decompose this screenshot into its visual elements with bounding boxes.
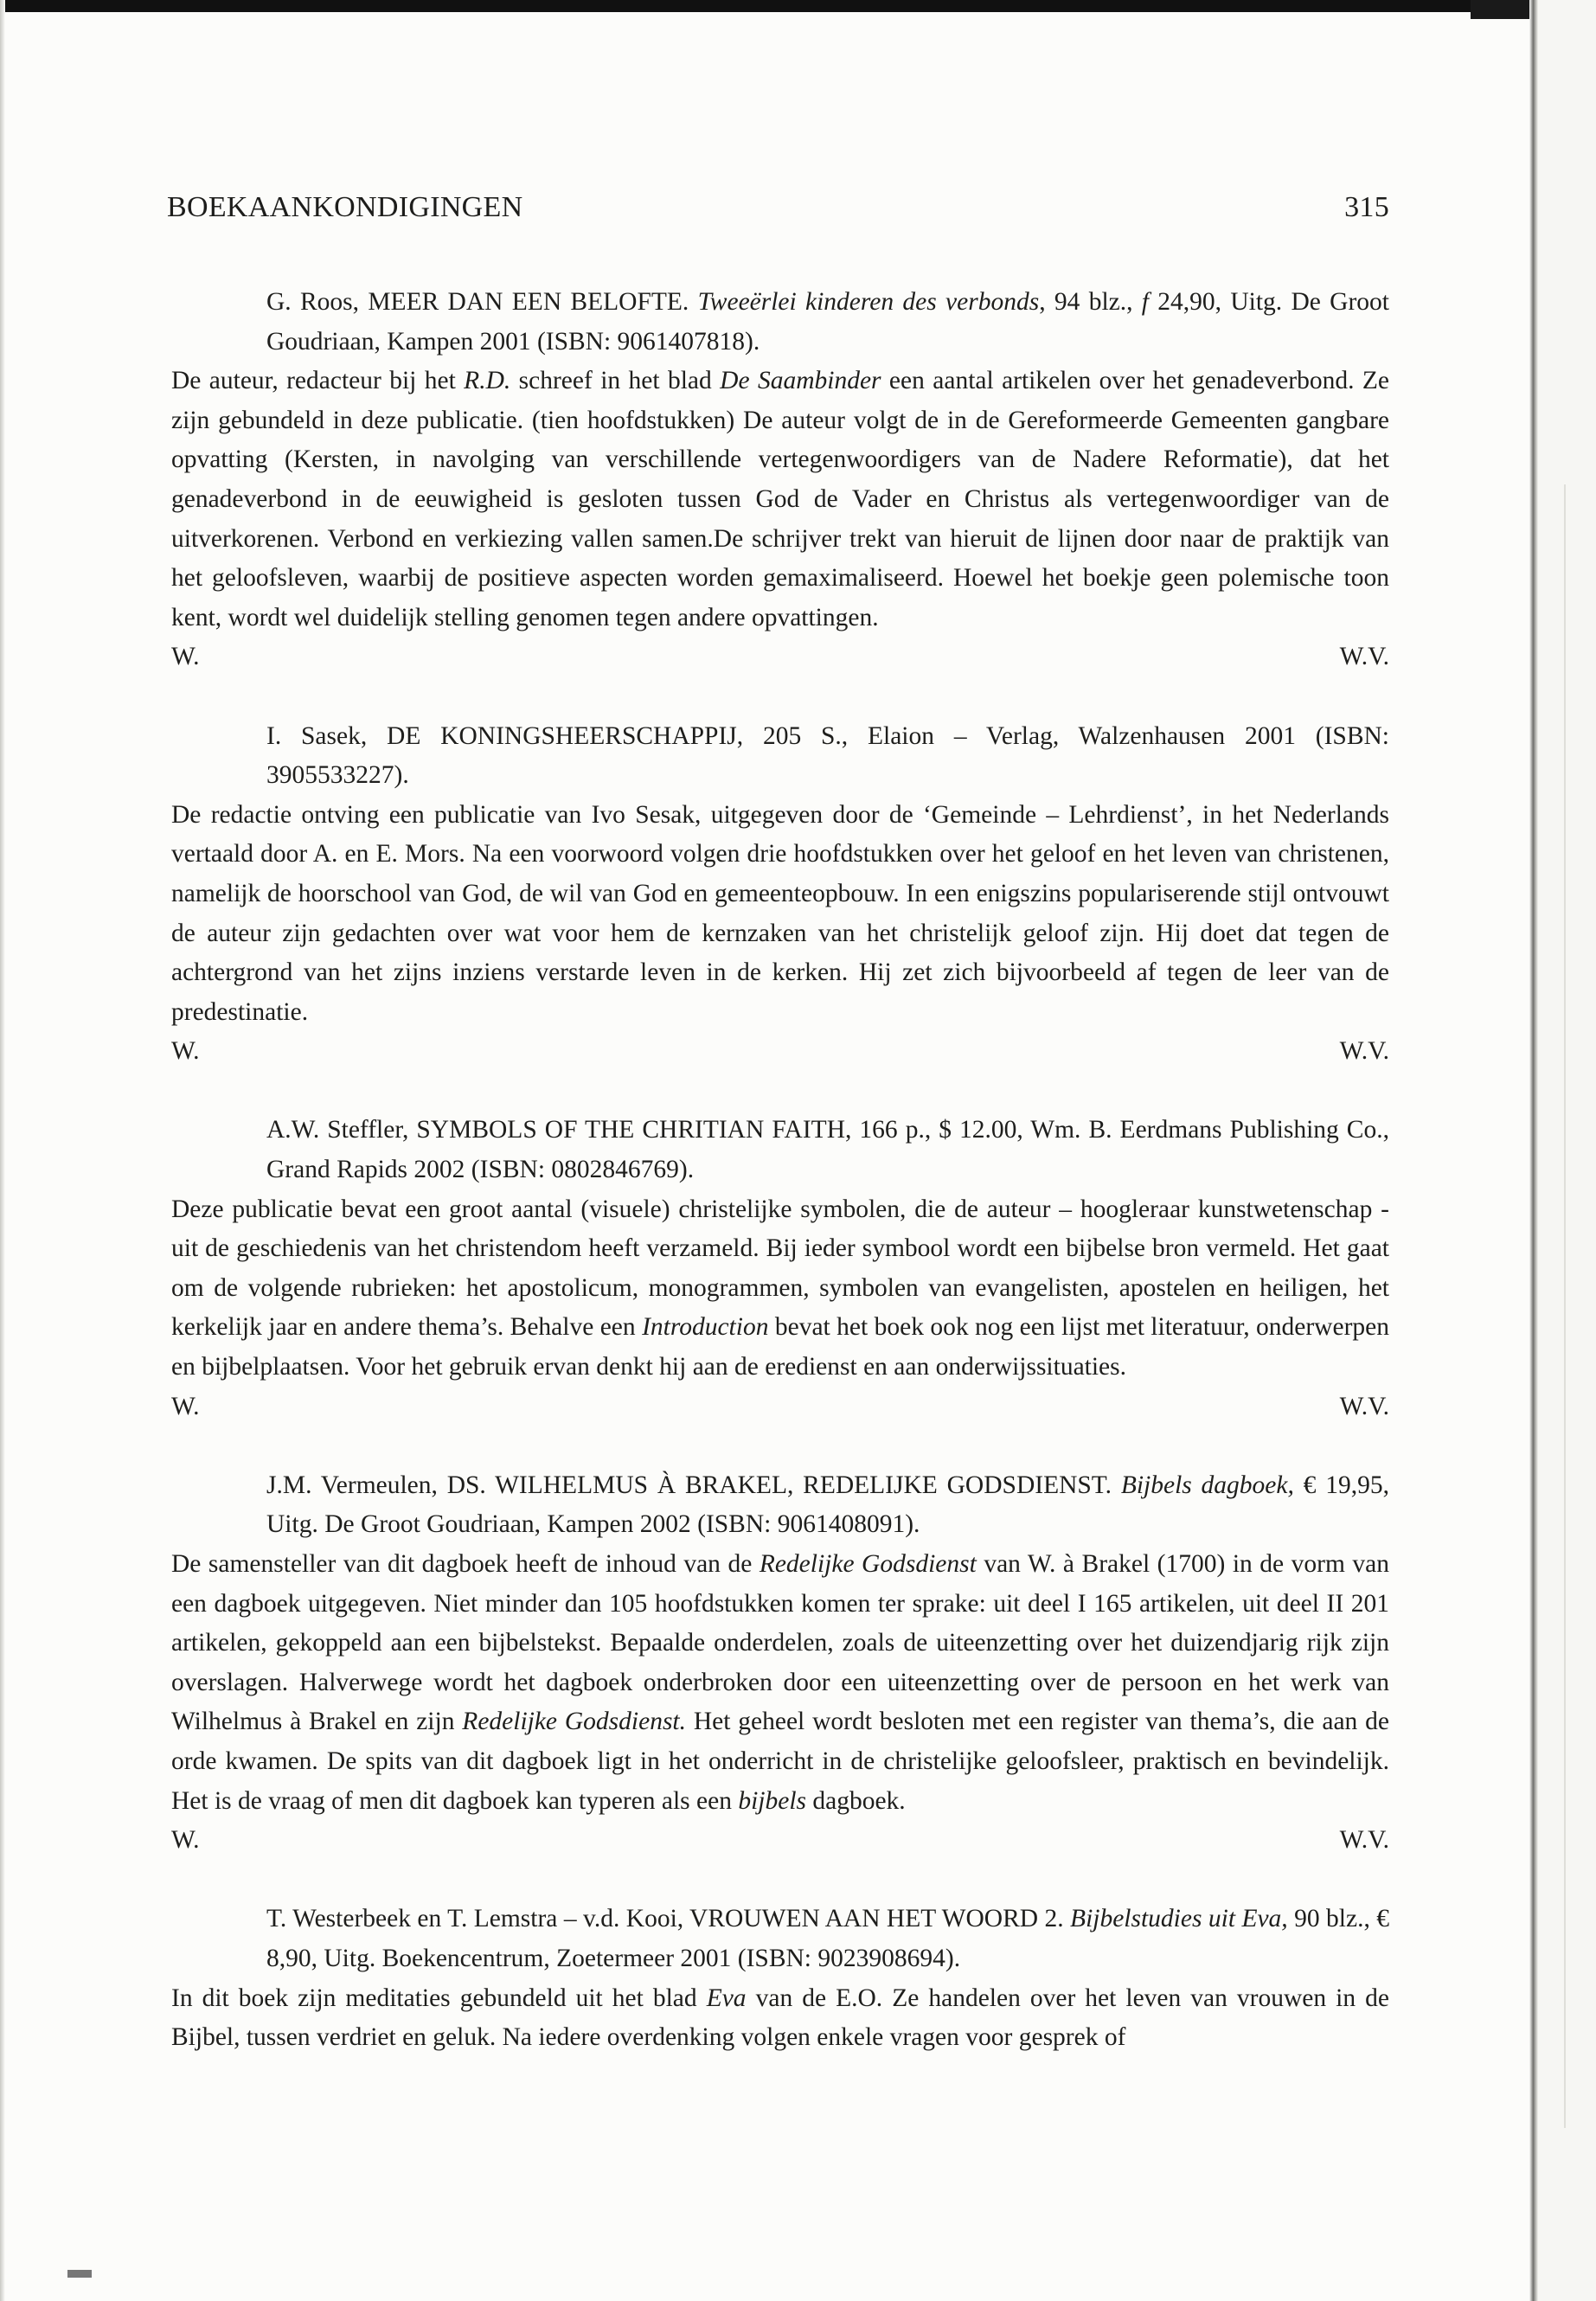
signature-right: W.V. bbox=[1339, 1037, 1389, 1066]
summary-segment: van W. à Brakel (1700) in de vorm van een dagboek uitgegeven. Niet minder dan 105 hoofdstukken komen ter sprake: uit deel I 165 artikelen, uit deel II 201 artikelen, gekoppeld aan een bijbelstekst. Bepaalde onderdelen, zoals de uiteenzetting over het duizendjarig rijk zijn overslagen. Halverwege wordt het dagboek onderbroken door een uiteenzetting over de persoon en het werk van Wilhelmus à Brakel en zijn bbox=[171, 1550, 1390, 1736]
review-entry bbox=[171, 283, 1389, 677]
review-summary bbox=[171, 1190, 1389, 1388]
citation-segment-italic: Bijbelstudies uit Eva, bbox=[1070, 1905, 1288, 1933]
summary-segment: schreef in het blad bbox=[510, 367, 721, 395]
review-signature bbox=[171, 1388, 1389, 1427]
review-citation bbox=[171, 1111, 1389, 1189]
review-summary bbox=[171, 1979, 1389, 2058]
review-signature bbox=[171, 638, 1389, 677]
summary-segment: Deze publicatie bevat een groot aantal (visuele) christelijke symbolen, die de auteur – hoogleraar kunstwetenschap - uit de geschiedenis van het christendom heeft verzameld. Bij ieder symbool wordt een bijbelse bron vermeld. Het gaat om de volgende rubrieken: het apostolicum, monogrammen, symbolen van evangelisten, apostelen en heiligen, het kerkelijk jaar en andere thema’s. Behalve een bbox=[171, 1195, 1389, 1342]
scan-binding-line bbox=[1564, 484, 1566, 2128]
citation-segment: 90 blz., € 8,90, Uitg. Boekencentrum, Zoetermeer 2001 (ISBN: 9023908694). bbox=[266, 1905, 1390, 1972]
review-summary bbox=[171, 362, 1389, 638]
review-signature bbox=[171, 1821, 1389, 1861]
signature-left: W. bbox=[171, 1826, 200, 1855]
running-head-title: BOEKAANKONDIGINGEN bbox=[167, 191, 523, 223]
citation-segment-italic: Tweeërlei kinderen des verbonds bbox=[697, 288, 1040, 316]
summary-segment: In dit boek zijn meditaties gebundeld uit het blad bbox=[171, 1984, 707, 2012]
citation-segment: J.M. Vermeulen, DS. WILHELMUS À BRAKEL, REDELIJKE GODSDIENST. bbox=[266, 1471, 1121, 1499]
summary-segment: bevat het boek ook nog een lijst met literatuur, onderwerpen en bijbelplaatsen. Voor het gebruik ervan denkt hij aan de eredienst en aan onderwijssituaties. bbox=[171, 1313, 1390, 1381]
citation-segment: , 94 blz., bbox=[1039, 288, 1142, 316]
signature-left: W. bbox=[171, 1392, 200, 1420]
review-citation bbox=[171, 1900, 1389, 1978]
review-citation bbox=[171, 717, 1389, 796]
summary-segment-italic: De Saambinder bbox=[720, 367, 881, 395]
scan-left-edge bbox=[0, 0, 5, 2301]
summary-segment-italic: R.D. bbox=[464, 367, 511, 395]
summary-segment: Het geheel wordt besloten met een register van thema’s, die aan de orde kwamen. De spits van dit dagboek ligt in het onderricht in de christelijke geloofsleer, praktisch en bevindelijk. Het is de vraag of men dit dagboek kan typeren als een bbox=[171, 1708, 1389, 1815]
review-entry bbox=[171, 1466, 1389, 1861]
signature-left: W. bbox=[171, 1037, 200, 1066]
signature-right: W.V. bbox=[1339, 1392, 1389, 1420]
scan-top-edge bbox=[0, 0, 1535, 12]
citation-segment-italic: Bijbels dagboek, bbox=[1120, 1471, 1294, 1499]
citation-segment: I. Sasek, DE KONINGSHEERSCHAPPIJ, 205 S., Elaion – Verlag, Walzenhausen 2001 (ISBN: 3905533227). bbox=[266, 721, 1389, 790]
review-citation bbox=[171, 1466, 1389, 1545]
summary-segment-italic: Eva bbox=[706, 1984, 747, 2012]
review-summary bbox=[171, 1545, 1389, 1821]
citation-segment: A.W. Steffler, SYMBOLS OF THE CHRITIAN FAITH, 166 p., $ 12.00, Wm. B. Eerdmans Publishing Co., Grand Rapids 2002 (ISBN: 0802846769). bbox=[266, 1116, 1389, 1184]
review-summary bbox=[171, 796, 1389, 1033]
review-entry bbox=[171, 1900, 1389, 2057]
review-entry bbox=[171, 1111, 1389, 1426]
summary-segment-italic: Redelijke Godsdienst. bbox=[462, 1708, 686, 1736]
review-citation bbox=[171, 283, 1389, 362]
summary-segment: een aantal artikelen over het genadeverbond. Ze zijn gebundeld in deze publicatie. (tien hoofdstukken) De auteur volgt de in de Gereformeerde Gemeenten gangbare opvatting (Kersten, in navolging van verschillende vertegenwoordigers van de Nadere Reformatie), dat het genadeverbond in de eeuwigheid is gesloten tussen God de Vader en Christus als vertegenwoordiger van de uitverkorenen. Verbond en verkiezing vallen samen.De schrijver trekt van hieruit de lijnen door naar de praktijk van het geloofsleven, waarbij de positieve aspecten worden gemaximaliseerd. Hoewel het boekje geen polemische toon kent, wordt wel duidelijk stelling genomen tegen andere opvattingen. bbox=[171, 367, 1389, 631]
summary-segment-italic: Introduction bbox=[642, 1313, 769, 1342]
citation-segment: G. Roos, MEER DAN EEN BELOFTE. bbox=[266, 288, 698, 316]
summary-segment: De samensteller van dit dagboek heeft de inhoud van de bbox=[171, 1550, 760, 1578]
review-entry bbox=[171, 717, 1389, 1072]
reviews-list bbox=[171, 283, 1389, 2058]
review-signature bbox=[171, 1032, 1389, 1072]
summary-segment: De redactie ontving een publicatie van Ivo Sesak, uitgegeven door de ‘Gemeinde – Lehrdienst’, in het Nederlands vertaald door A. en E. Mors. Na een voorwoord volgen drie hoofdstukken over het geloof en het leven van christenen, namelijk de hoorschool van God, de wil van God en gemeenteopbouw. In een enigszins populariserende stijl ontvouwt de auteur zijn gedachten over wat voor hem de kernzaken van het christelijk geloof zijn. Hij doet dat tegen de achtergrond van het zijns inziens verstarde leven in de kerken. Hij zet zich bijvoorbeeld af tegen de leer van de predestinatie. bbox=[171, 800, 1389, 1026]
summary-segment-italic: bijbels bbox=[738, 1786, 806, 1815]
summary-segment: van de E.O. Ze handelen over het leven van vrouwen in de Bijbel, tussen verdriet en geluk. Na iedere overdenking volgen enkele vragen voor gesprek of bbox=[171, 1984, 1390, 2052]
signature-right: W.V. bbox=[1339, 643, 1389, 671]
scan-right-margin bbox=[1538, 0, 1596, 2301]
citation-segment: T. Westerbeek en T. Lemstra – v.d. Kooi, VROUWEN AAN HET WOORD 2. bbox=[266, 1905, 1071, 1933]
summary-segment: De auteur, redacteur bij het bbox=[171, 367, 465, 395]
scan-bottom-mark bbox=[67, 2270, 92, 2278]
citation-segment: 24,90, Uitg. De Groot Goudriaan, Kampen 2001 (ISBN: 9061407818). bbox=[266, 288, 1389, 356]
citation-segment-italic: f bbox=[1141, 288, 1149, 316]
signature-left: W. bbox=[171, 643, 200, 671]
page-number: 315 bbox=[1344, 191, 1389, 223]
running-head bbox=[167, 189, 1389, 227]
scan-right-edge bbox=[1529, 0, 1538, 2301]
citation-segment: € 19,95, Uitg. De Groot Goudriaan, Kampen 2002 (ISBN: 9061408091). bbox=[266, 1471, 1389, 1539]
summary-segment: dagboek. bbox=[806, 1786, 906, 1815]
summary-segment-italic: Redelijke Godsdienst bbox=[759, 1550, 977, 1578]
signature-right: W.V. bbox=[1339, 1826, 1389, 1855]
